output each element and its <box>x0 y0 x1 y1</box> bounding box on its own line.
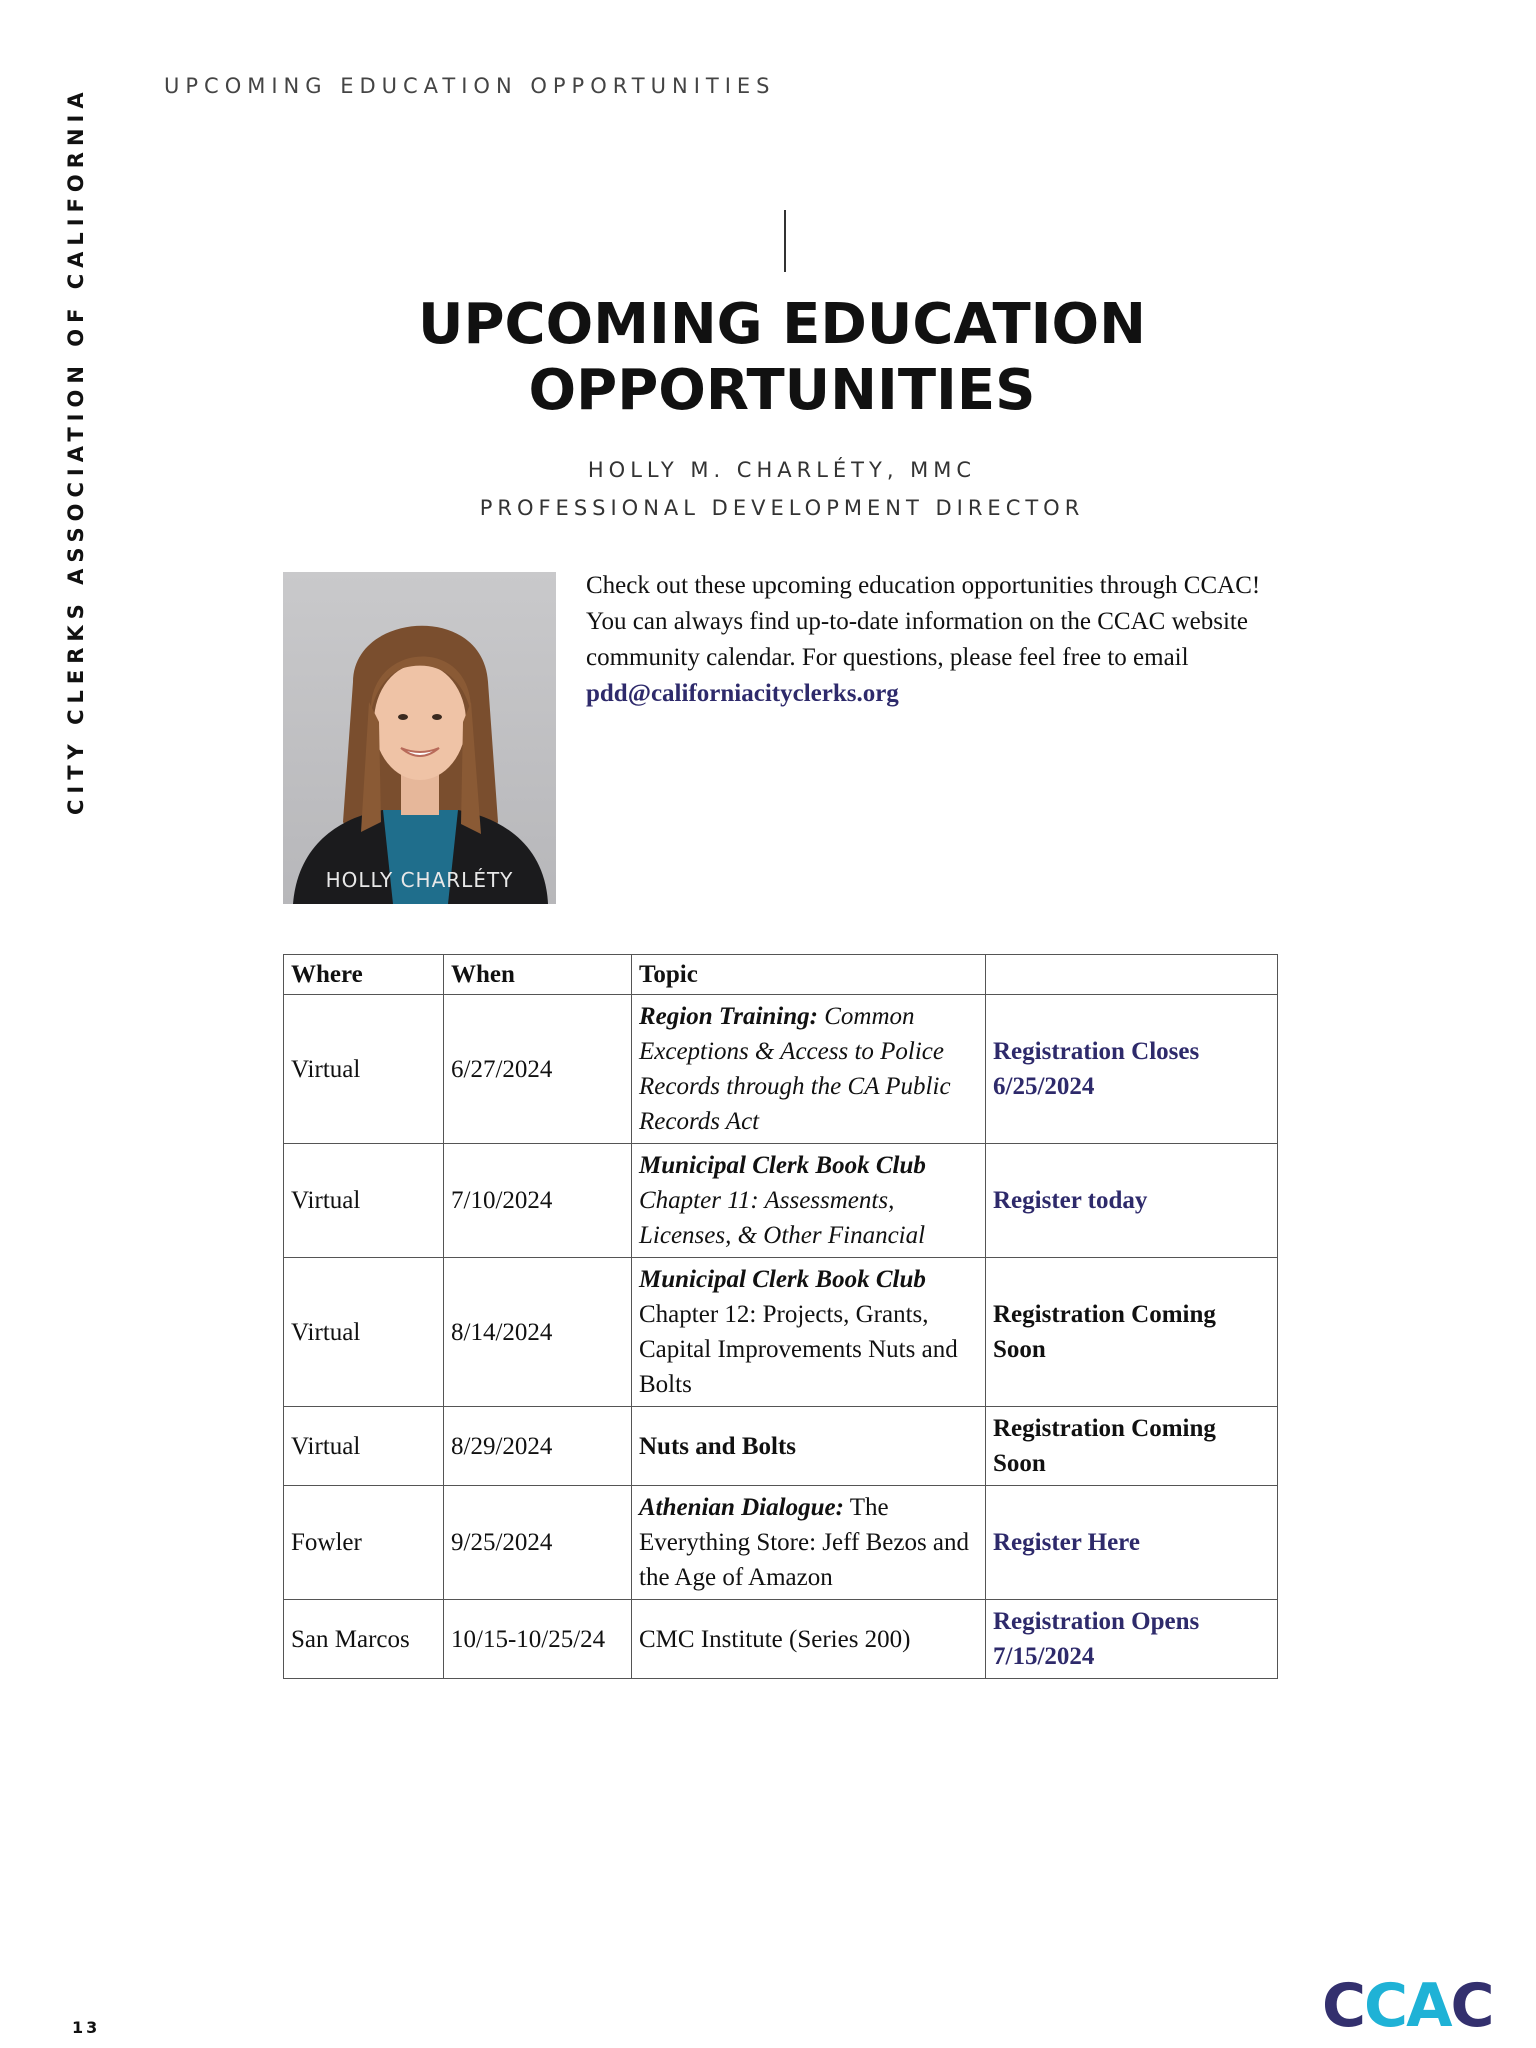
register-here-link[interactable]: Register Here <box>986 1486 1278 1600</box>
topic-detail: The Everything Store: Jeff Bezos and the Age of Amazon <box>639 1494 970 1591</box>
table-row <box>284 1407 1278 1486</box>
portrait-illustration <box>283 572 556 904</box>
table-row <box>284 1258 1278 1407</box>
registration-link[interactable]: Registration Closes 6/25/2024 <box>986 995 1278 1144</box>
cell-where: Virtual <box>284 1258 444 1407</box>
topic-detail: Chapter 12: Projects, Grants, Capital Improvements Nuts and Bolts <box>639 1301 958 1398</box>
header-where: Where <box>284 955 444 995</box>
author-photo <box>283 572 556 904</box>
cell-when: 8/29/2024 <box>444 1407 632 1486</box>
table-row <box>284 995 1278 1144</box>
topic-lead: Nuts and Bolts <box>639 1432 796 1460</box>
header-status <box>986 955 1278 995</box>
intro-text: Check out these upcoming education opportunities through CCAC! You can always find up-to-date information on the CCAC website community calendar. For questions, please feel free to email <box>586 572 1261 671</box>
topic-lead: Region Training: <box>639 1003 818 1030</box>
cell-where: Virtual <box>284 1144 444 1258</box>
register-today-link[interactable]: Register today <box>986 1144 1278 1258</box>
registration-status: Registration Coming Soon <box>986 1258 1278 1407</box>
cell-where: San Marcos <box>284 1600 444 1679</box>
cell-topic <box>632 1144 986 1258</box>
table-header-row <box>284 955 1278 995</box>
cell-topic <box>632 1600 986 1679</box>
cell-where: Virtual <box>284 995 444 1144</box>
topic-detail: CMC Institute (Series 200) <box>639 1625 911 1653</box>
registration-status: Registration Coming Soon <box>986 1407 1278 1486</box>
header-when: When <box>444 955 632 995</box>
author-role: PROFESSIONAL DEVELOPMENT DIRECTOR <box>479 496 1085 520</box>
title-divider-line <box>784 210 786 272</box>
cell-topic <box>632 995 986 1144</box>
cell-when: 7/10/2024 <box>444 1144 632 1258</box>
events-table <box>283 954 1278 1679</box>
page-title-line-1: UPCOMING EDUCATION <box>418 292 1146 357</box>
registration-opens-link[interactable]: Registration Opens 7/15/2024 <box>986 1600 1278 1679</box>
page-title-line-2: OPPORTUNITIES <box>528 358 1036 423</box>
page-title <box>282 292 1282 424</box>
logo-letter: C <box>1364 1971 1407 2041</box>
topic-detail: Chapter 11: Assessments, Licenses, & Other Financial <box>639 1187 926 1249</box>
topic-lead: Athenian Dialogue: <box>639 1494 844 1521</box>
cell-when: 8/14/2024 <box>444 1258 632 1407</box>
author-name: HOLLY M. CHARLÉTY, MMC <box>587 458 977 482</box>
logo-letter: C <box>1450 1971 1493 2041</box>
cell-where: Virtual <box>284 1407 444 1486</box>
contact-email-link[interactable]: pdd@californiacityclerks.org <box>586 680 899 707</box>
logo-letter: C <box>1322 1971 1365 2041</box>
topic-lead: Municipal Clerk Book Club <box>639 1152 926 1179</box>
table-row <box>284 1486 1278 1600</box>
page-number: 13 <box>72 2018 101 2037</box>
side-organization-name: CITY CLERKS ASSOCIATION OF CALIFORNIA <box>64 86 88 815</box>
intro-paragraph <box>586 568 1286 712</box>
ccac-logo <box>1322 1971 1493 2041</box>
logo-letter: A <box>1406 1971 1451 2041</box>
cell-when: 10/15-10/25/24 <box>444 1600 632 1679</box>
cell-when: 9/25/2024 <box>444 1486 632 1600</box>
header-topic: Topic <box>632 955 986 995</box>
topic-detail: Common Exceptions & Access to Police Records through the CA Public Records Act <box>639 1003 951 1135</box>
cell-where: Fowler <box>284 1486 444 1600</box>
cell-when: 6/27/2024 <box>444 995 632 1144</box>
photo-caption: HOLLY CHARLÉTY <box>325 868 514 892</box>
cell-topic <box>632 1486 986 1600</box>
table-row <box>284 1144 1278 1258</box>
cell-topic <box>632 1258 986 1407</box>
cell-topic <box>632 1407 986 1486</box>
running-header: UPCOMING EDUCATION OPPORTUNITIES <box>164 74 776 98</box>
topic-lead: Municipal Clerk Book Club <box>639 1266 926 1293</box>
table-row <box>284 1600 1278 1679</box>
